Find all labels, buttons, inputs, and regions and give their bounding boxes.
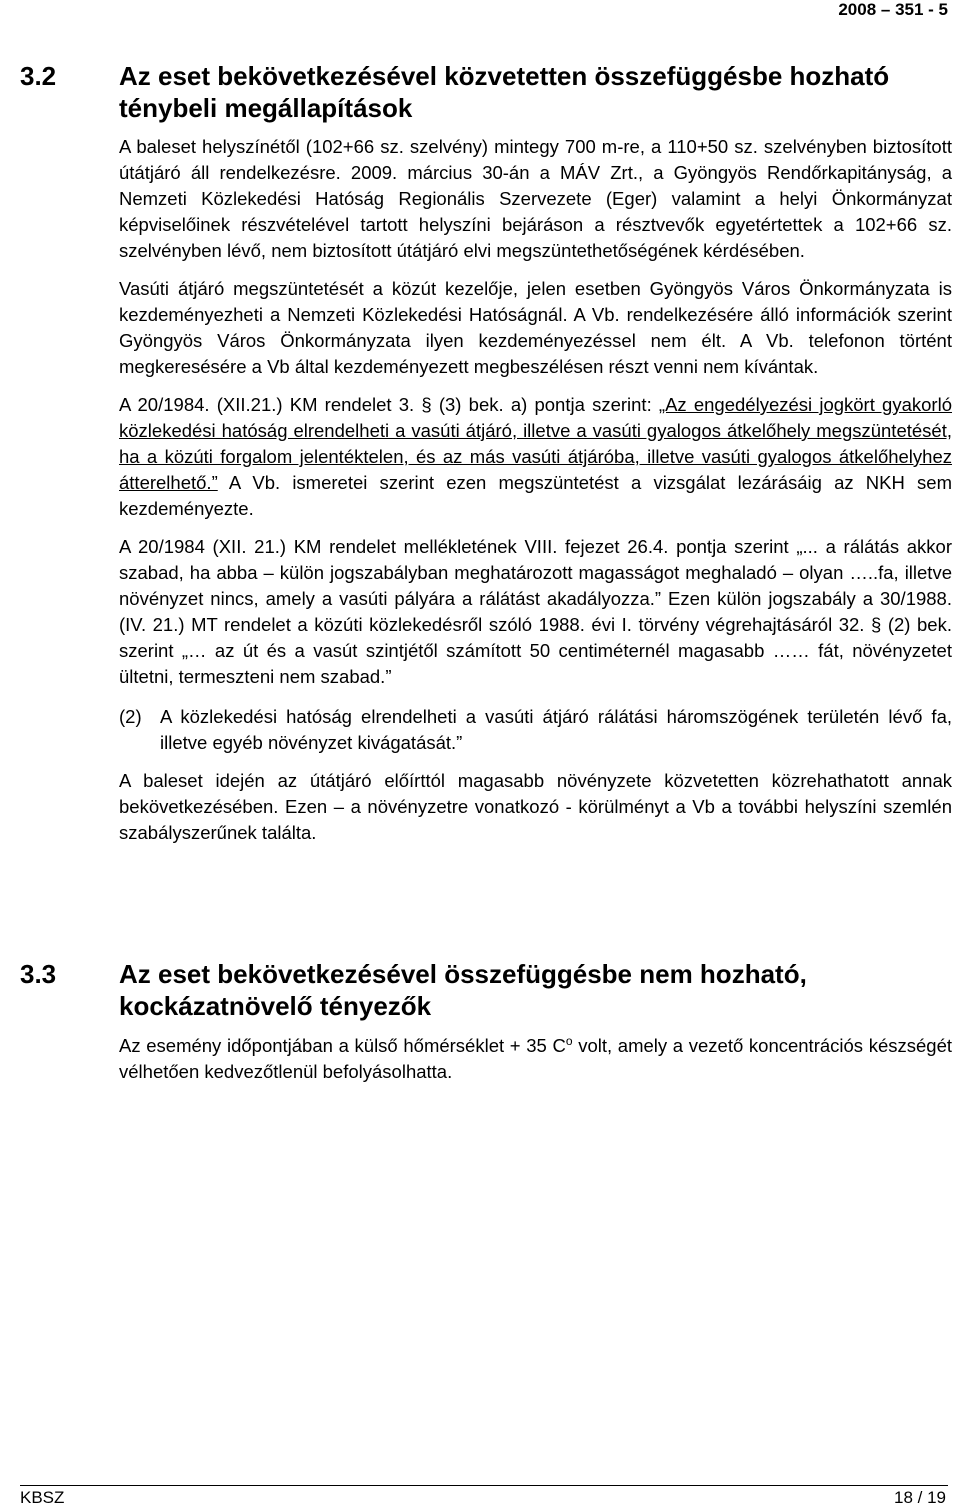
section-number: 3.2 (20, 61, 57, 91)
section-heading-3-3 (20, 958, 950, 1022)
section-title: Az eset bekövetkezésével közvetetten összefüggésbe hozható ténybeli megállapítások (119, 61, 890, 123)
section-number: 3.3 (20, 959, 57, 989)
paragraph-text: A közlekedési hatóság elrendelheti a vasúti átjáró rálátási háromszögének területén lévő fa, illetve egyéb növényzet kivágatását.” (160, 706, 952, 753)
document-code: 2008 – 351 - 5 (838, 0, 948, 19)
section-body-3-3 (119, 1033, 952, 1097)
section-heading-3-2 (20, 60, 950, 124)
paragraph-text: volt, amely a vezető koncentrációs készségét vélhetően kedvezőtlenül befolyásolhatta. (119, 1035, 952, 1082)
section-body-3-2 (119, 134, 952, 858)
paragraph-text: A 20/1984. (XII.21.) KM rendelet 3. § (3) bek. a) pontja szerint: (119, 394, 659, 415)
degree-superscript: o (565, 1033, 573, 1048)
footer-divider (20, 1485, 948, 1486)
section-title: Az eset bekövetkezésével összefüggésbe nem hozható, kockázatnövelő tényezők (119, 959, 807, 1021)
paragraph-regulation-quote (119, 392, 952, 522)
paragraph: A 20/1984 (XII. 21.) KM rendelet mellékletének VIII. fejezet 26.4. pontja szerint „... a rálátás akkor szabad, ha abba – külön jogszabályban meghatározott magasságot meghaladó – olyan …..fa, illetve növényzet nincs, amely a vasúti pályára a rálátást akadályozza.” Ezen külön jogszabály a 30/1988. (IV. 21.) MT rendelet a közúti közlekedésről szóló 1988. évi I. törvény végrehajtásáról 32. § (2) bek. szerint „… az út és a vasút szintjétől számított 50 centiméternél magasabb …… fát, növényzetet ültetni, termeszteni nem szabad.” (119, 536, 952, 687)
paragraph-number: (2) (119, 706, 142, 727)
paragraph-text: A Vb. ismeretei szerint ezen megszüntetést a vizsgálat lezárásáig az NKH sem kezdeményezte. (119, 472, 952, 519)
paragraph: A baleset helyszínétől (102+66 sz. szelvény) mintegy 700 m-re, a 110+50 sz. szelvényben biztosított útátjáró áll rendelkezésre. 2009. március 30-án a MÁV Zrt., a Gyöngyös Rendőrkapitányság, a Nemzeti Közlekedési Hatóság Regionális Szervezete (Eger) valamint a helyi Önkormányzat képviselőinek részvételével tartott helyszíni bejáráson a résztvevők egyetértettek a 102+66 sz. szelvényben lévő, nem biztosított útátjáró elvi megszüntethetőségének kérdésében. (119, 136, 952, 261)
paragraph (119, 1033, 952, 1085)
numbered-paragraph (119, 704, 952, 756)
page-number: 18 / 19 (894, 1488, 946, 1507)
hyperlink-quote[interactable]: „Az engedélyezési jogkört gyakorló közlekedési hatóság elrendelheti a vasúti átjáró, illetve a vasúti gyalogos átkelőhely megszüntetését, ha a közúti forgalom jelentéktelen, és az más vasúti átjáróba, illetve vasúti gyalogos átkelőhelyhez átterelhető.” (119, 394, 952, 493)
paragraph: A baleset idején az útátjáró előírttól magasabb növényzete közvetetten közrehathatott annak bekövetkezésében. Ezen – a növényzetre vonatkozó - körülményt a Vb a további helyszíni szemlén szabályszerűnek találta. (119, 770, 952, 843)
paragraph-text: Az esemény időpontjában a külső hőmérséklet + 35 C (119, 1035, 566, 1056)
footer-org: KBSZ (20, 1488, 65, 1507)
paragraph: Vasúti átjáró megszüntetését a közút kezelője, jelen esetben Gyöngyös Város Önkormányzata is kezdeményezheti a Nemzeti Közlekedési Hatóságnál. A Vb. rendelkezésére álló információk szerint Gyöngyös Város Önkormányzata ilyen kezdeményezéssel nem élt. A Vb. telefonon történt megkeresésére a Vb által kezdeményezett megbeszélésen részt venni nem kívántak. (119, 278, 952, 377)
